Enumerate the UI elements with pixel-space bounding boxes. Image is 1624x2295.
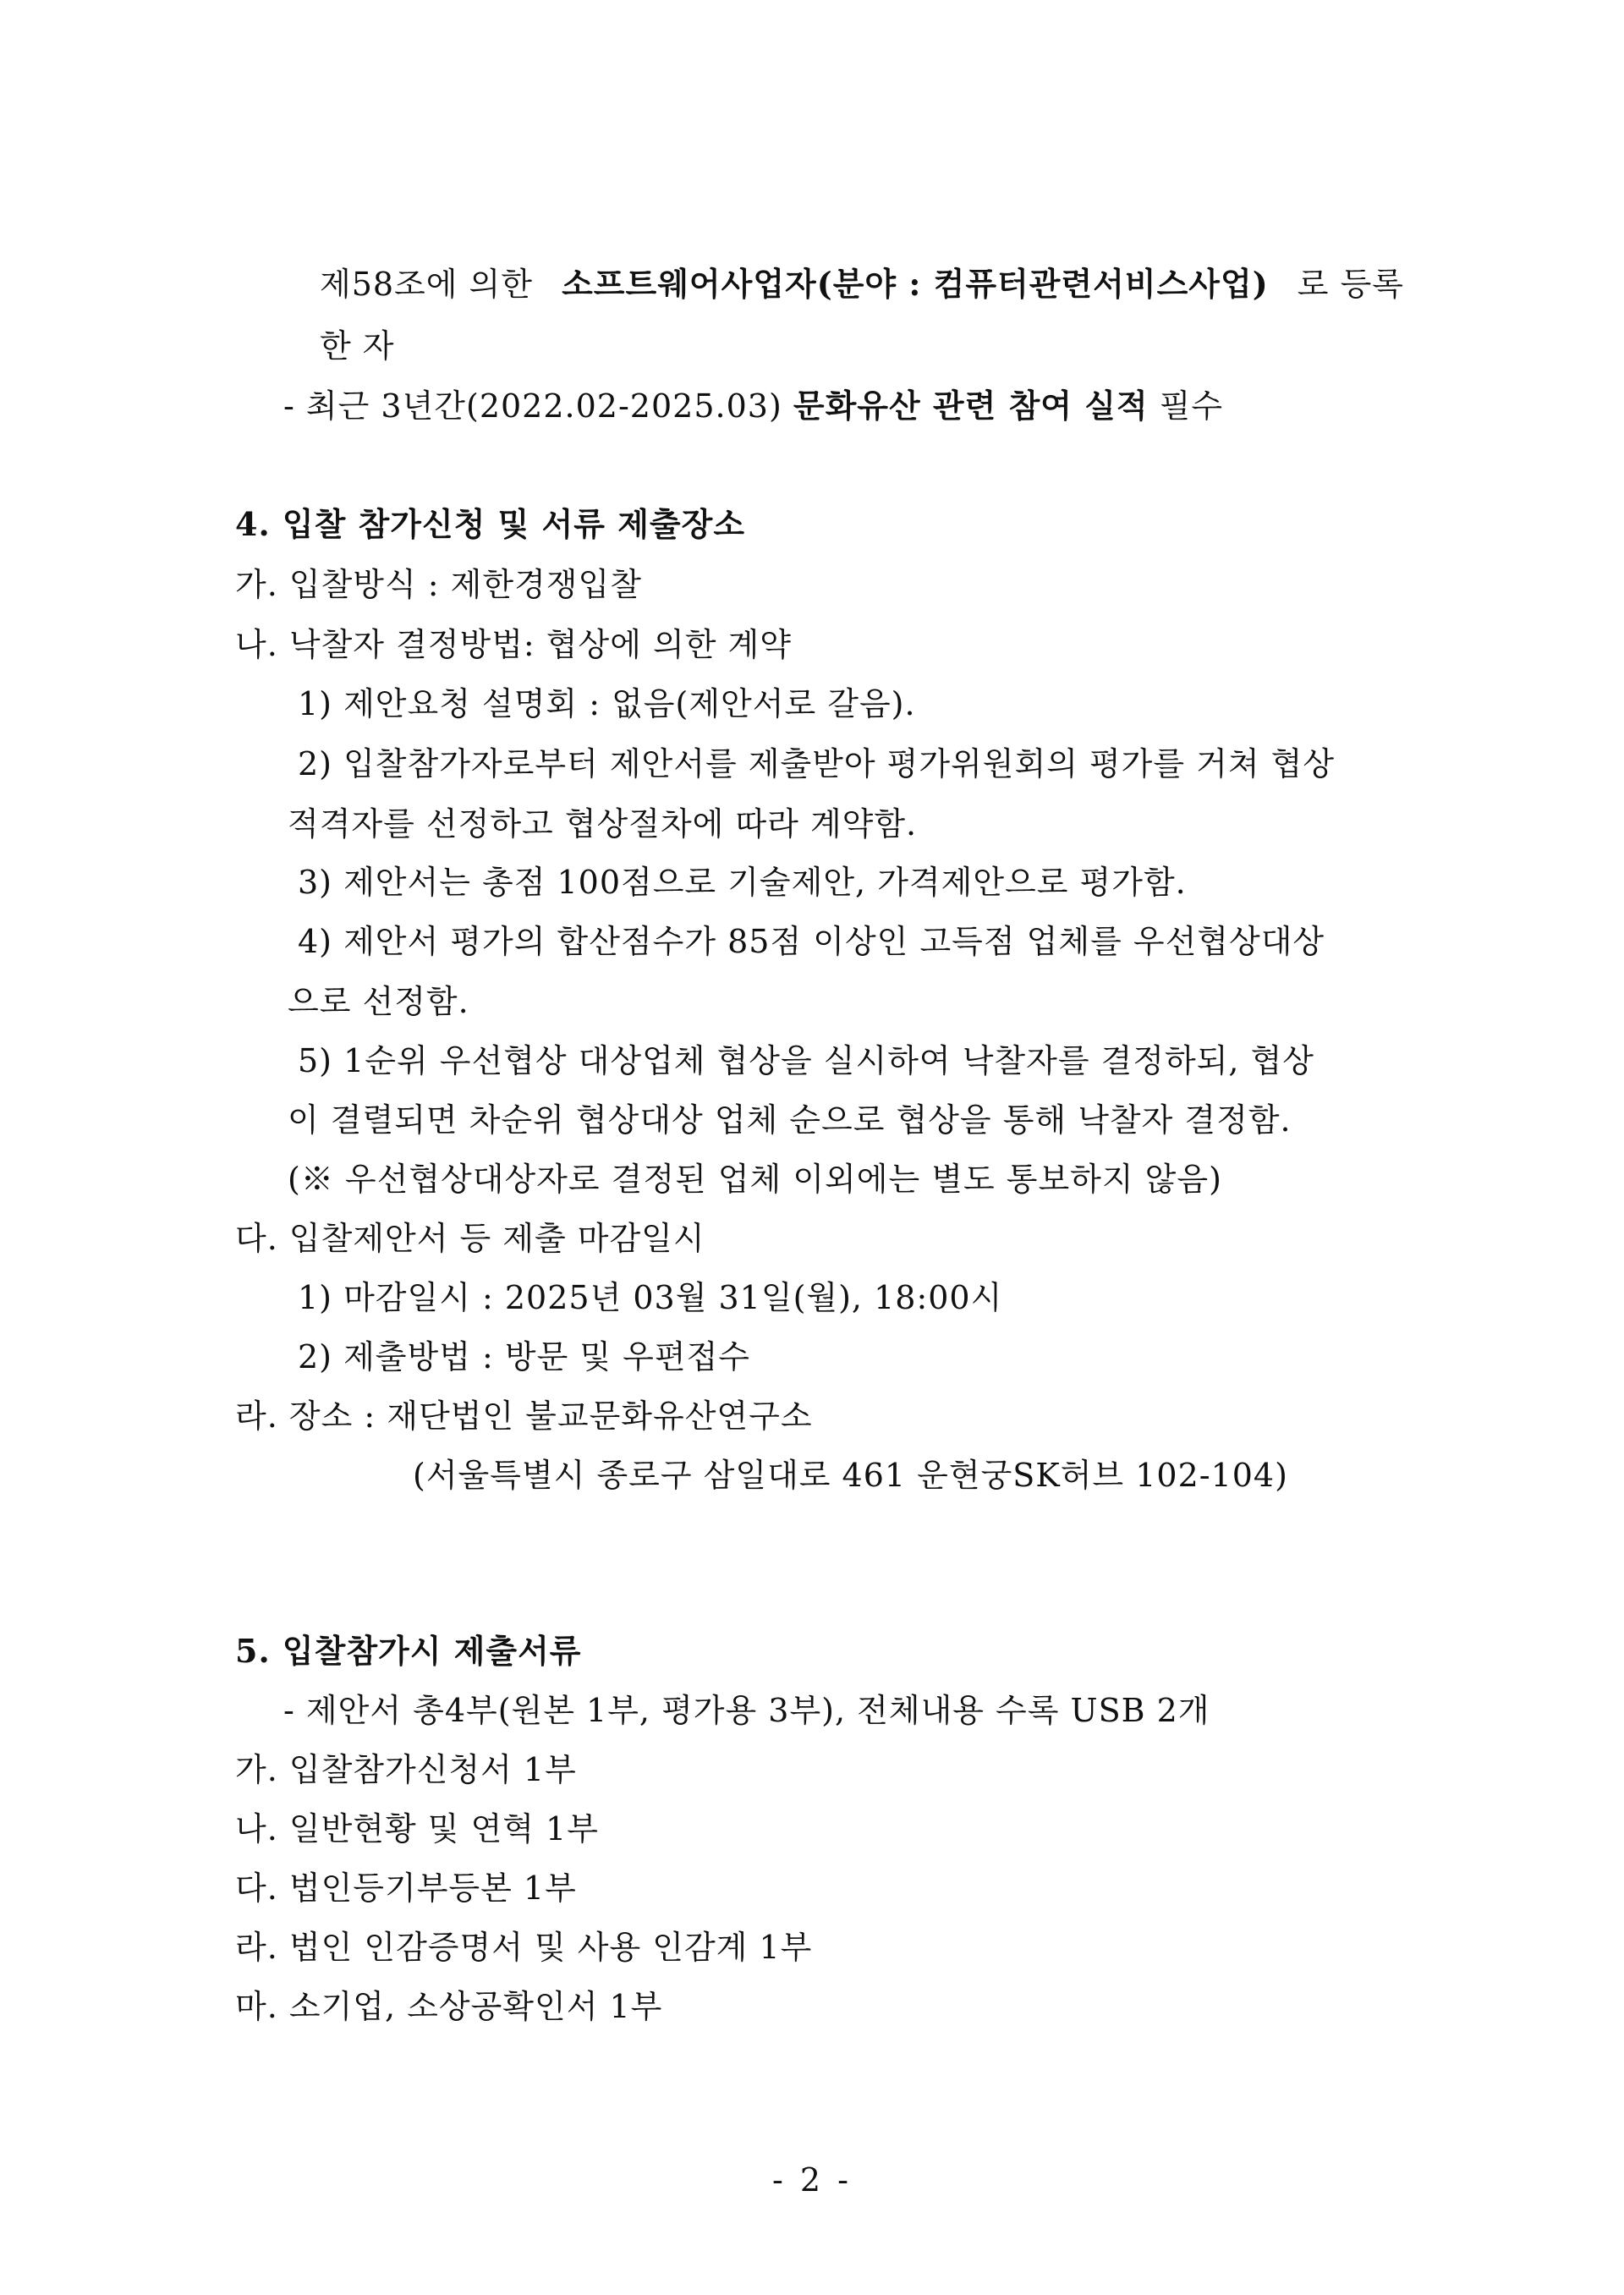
section-5-da: 다. 법인등기부등본 1부 xyxy=(235,1869,577,1907)
section-4-na-note: (※ 우선협상대상자로 결정된 업체 이외에는 별도 통보하지 않음) xyxy=(288,1161,1222,1198)
section-4-na-5a: 5) 1순위 우선협상 대상업체 협상을 실시하여 낙찰자를 결정하되, 협상 xyxy=(298,1042,1315,1079)
intro-line-1-pre: 제58조에 의한 xyxy=(320,266,533,303)
intro-line-3-bold: 문화유산 관련 참여 실적 xyxy=(793,387,1149,425)
intro-line-3-pre: - 최근 3년간(2022.02-2025.03) xyxy=(283,387,793,425)
section-4-na-2b: 적격자를 선정하고 협상절차에 따라 계약함. xyxy=(288,805,918,843)
section-4-ra: 라. 장소 : 재단법인 불교문화유산연구소 xyxy=(235,1397,813,1435)
section-4-na-3: 3) 제안서는 총점 100점으로 기술제안, 가격제안으로 평가함. xyxy=(298,864,1187,901)
section-5-ga: 가. 입찰참가신청서 1부 xyxy=(235,1751,577,1788)
section-4-na: 나. 낙찰자 결정방법: 협상에 의한 계약 xyxy=(235,626,792,663)
section-4-na-5b: 이 결렬되면 차순위 협상대상 업체 순으로 협상을 통해 낙찰자 결정함. xyxy=(288,1101,1292,1139)
section-4-title: 4. 입찰 참가신청 및 서류 제출장소 xyxy=(235,505,746,543)
intro-line-1-bold: 소프트웨어사업자(분야 : 컴퓨터관련서비스사업) xyxy=(562,265,1269,303)
section-5-ra: 라. 법인 인감증명서 및 사용 인감계 1부 xyxy=(235,1929,813,1966)
section-5-ma: 마. 소기업, 소상공확인서 1부 xyxy=(235,1988,663,2025)
intro-line-1 xyxy=(320,264,1404,305)
section-4-na-2a: 2) 입찰참가자로부터 제안서를 제출받아 평가위원회의 평가를 거쳐 협상 xyxy=(298,745,1336,782)
section-4-da-1: 1) 마감일시 : 2025년 03월 31일(월), 18:00시 xyxy=(298,1279,1003,1316)
section-4-ra-address: (서울특별시 종로구 삼일대로 461 운현궁SK허브 102-104) xyxy=(413,1457,1288,1494)
section-5-note: - 제안서 총4부(원본 1부, 평가용 3부), 전체내용 수록 USB 2개 xyxy=(283,1692,1210,1729)
section-4-ga: 가. 입찰방식 : 제한경쟁입찰 xyxy=(235,566,642,603)
section-4-na-4a: 4) 제안서 평가의 합산점수가 85점 이상인 고득점 업체를 우선협상대상 xyxy=(298,923,1325,960)
section-5-na: 나. 일반현황 및 연혁 1부 xyxy=(235,1810,599,1848)
section-4-na-4b: 으로 선정함. xyxy=(288,983,469,1020)
intro-line-1-post: 로 등록 xyxy=(1297,266,1404,303)
intro-line-3-post: 필수 xyxy=(1148,387,1224,425)
section-5-title: 5. 입찰참가시 제출서류 xyxy=(235,1632,582,1670)
page-number: - 2 - xyxy=(771,2161,852,2199)
intro-line-2: 한 자 xyxy=(320,327,395,365)
intro-line-3 xyxy=(283,386,1223,426)
section-4-da-2: 2) 제출방법 : 방문 및 우편접수 xyxy=(298,1338,750,1375)
section-4-na-1: 1) 제안요청 설명회 : 없음(제안서로 갈음). xyxy=(298,685,916,722)
section-4-da: 다. 입찰제안서 등 제출 마감일시 xyxy=(235,1220,705,1257)
